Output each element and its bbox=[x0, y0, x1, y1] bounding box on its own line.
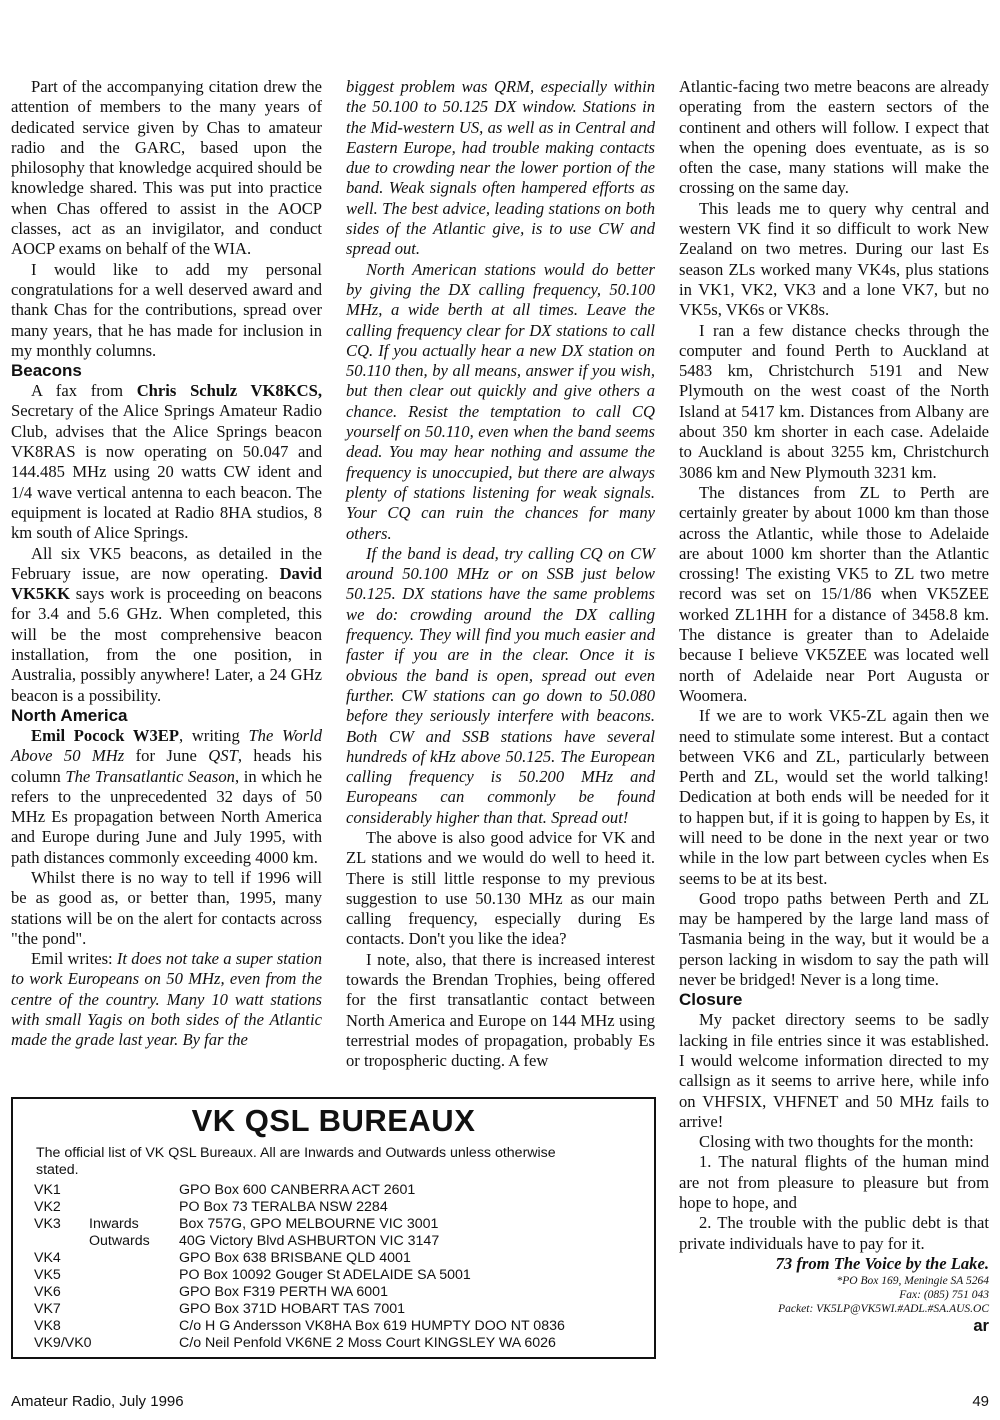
column-2 bbox=[346, 77, 655, 1072]
qsl-box-intro: The official list of VK QSL Bureaux. All are Inwards and Outwards unless otherwise stated. bbox=[36, 1145, 556, 1178]
text-run: , writing bbox=[178, 725, 249, 745]
paragraph: I ran a few distance checks through the computer and found Perth to Auckland at 5483 km, Christchurch 5191 and New Plymouth on the west coast of the North Island at 5417 km. Distances from Albany are about 350 km shorter in each case. Adelaide to Auckland is about 3255 km, Christchurch 3086 km and New Plymouth 3231 km. bbox=[679, 320, 989, 482]
paragraph bbox=[11, 544, 322, 706]
qsl-box-title: VK QSL BUREAUX bbox=[191, 1103, 476, 1138]
paragraph: I note, also, that there is increased interest towards the Brendan Trophies, being offered for the first transatlantic contact between North America and Europe on 144 MHz using terrestrial modes of propagation, probably Es or tropospheric ducting. A few bbox=[346, 949, 655, 1071]
italic-title: The World Above 50 MHz bbox=[11, 725, 322, 766]
qsl-callsign: VK4 bbox=[34, 1250, 61, 1266]
paragraph: Whilst there is no way to tell if 1996 will be as good as, or better than, 1995, many stations will be on the alert for contacts across "the pond". bbox=[11, 867, 322, 948]
paragraph: Good tropo paths between Perth and ZL may be hampered by the large land mass of Tasmania being in the way, but it would be a person lacking in wisdom to say the path will never be bridged! Never is a long time. bbox=[679, 888, 989, 990]
footer-publication: Amateur Radio, July 1996 bbox=[11, 1393, 184, 1410]
paragraph: The distances from ZL to Perth are certainly greater by about 1000 km than those across the Atlantic, while those to Adelaide are about 1000 km shorter than the Atlantic crossing! The existing VK5 to ZL two metre record was set on 15/1/86 when VK5ZEE worked ZL1HH for a distance of 3458.8 km. The distance is greater than to Adelaide because I believe VK5ZEE was located well north of Adelaide near Port Augusta or Woomera. bbox=[679, 482, 989, 705]
end-mark: ar bbox=[973, 1316, 989, 1336]
qsl-callsign: VK2 bbox=[34, 1199, 61, 1215]
page-number: 49 bbox=[972, 1393, 989, 1410]
paragraph: This leads me to query why central and western VK find it so difficult to work New Zealand on two metres. During our last Es season ZLs worked many VK4s, plus stations in VK1, VK2, VK3 and a lone VK7, but no VK5s, VK6s or VK8s. bbox=[679, 198, 989, 320]
qsl-bureaux-box bbox=[11, 1097, 656, 1359]
italic-quote: It does not take a super station to work Europeans on 50 MHz, even from the centre of the country. Many 10 watt stations with small Yagis on both sides of the Atlantic made the grade last year. By far the bbox=[11, 949, 322, 1050]
paragraph: If we are to work VK5-ZL again then we need to stimulate some interest. But a contact between VK6 and ZL, particularly between Perth and ZL, would set the world talking! Dedication at both ends will be needed for it to happen but, if it is going to happen by Es, it will need to be done in the next year or two while in the low part between cycles when Es seems to be at its best. bbox=[679, 706, 989, 888]
text-run: A fax from bbox=[31, 381, 137, 401]
italic-quote: North American stations would do better by giving the DX calling frequency, 50.100 MHz, a wide berth at all times. Leave the calling frequency clear for DX stations to call CQ. If you actually hear a new DX station on 50.110 then, by all means, answer if you wish, but then clear out quickly and give others a chance. Resist the temptation to call CQ yourself on 50.110, even when the band seems dead. You may hear nothing and assume the frequency is unoccupied, but there are always plenty of stations listening for weak signals. Your CQ can ruin the chances for many others. bbox=[346, 259, 655, 543]
qsl-callsign: VK1 bbox=[34, 1182, 61, 1198]
italic-quote: If the band is dead, try calling CQ on CW around 50.100 MHz or on SSB just below 50.125. DX stations have the same problems we do: crowding around the DX calling frequency. They will find you much easier and faster if you are in the clear. Once it is obvious the band is open, spread out even further. CW stations can go down to 50.080 before they seriously interfere with beacons. Both CW and SSB stations have several hundreds of kHz above 50.125. The European calling frequency is 50.200 MHz and Europeans can commonly be found considerably higher than that. Spread out! bbox=[346, 543, 655, 827]
qsl-callsign: VK3 bbox=[34, 1216, 61, 1232]
signature: 73 from The Voice by the Lake. bbox=[775, 1253, 989, 1273]
qsl-callsign: VK6 bbox=[34, 1284, 61, 1300]
paragraph: Part of the accompanying citation drew the attention of members to the many years of dedicated service given by Chas to amateur radio and the GARC, based upon the philosophy that knowledge acquired should be knowledge shared. This was put into practice when Chas offered to assist in the AOCP classes, act as an invigilator, and conduct AOCP exams on behalf of the WIA. bbox=[11, 77, 322, 259]
author-address: *PO Box 169, Meningie SA 5264 bbox=[836, 1275, 989, 1288]
qsl-address: GPO Box 371D HOBART TAS 7001 bbox=[179, 1301, 406, 1317]
bold-callsign: Chris Schulz VK8KCS, bbox=[136, 381, 322, 401]
qsl-callsign: VK5 bbox=[34, 1267, 61, 1283]
qsl-callsign: VK8 bbox=[34, 1318, 61, 1334]
bold-callsign: Emil Pocock W3EP bbox=[31, 725, 179, 745]
author-packet: Packet: VK5LP@VK5WI.#ADL.#SA.AUS.OC bbox=[778, 1303, 989, 1316]
text-run: Secretary of the Alice Springs Amateur Radio Club, advises that the Alice Springs beacon VK8RAS is now operating on 50.047 and 144.485 MHz using 20 watts CW ident and 1/4 wave vertical antenna to each beacon. The equipment is located at Radio 8HA studios, 8 km south of Alice Springs. bbox=[11, 401, 322, 543]
qsl-address: GPO Box F319 PERTH WA 6001 bbox=[179, 1284, 388, 1300]
italic-quote: biggest problem was QRM, especially within the 50.100 to 50.125 DX window. Stations in the Mid-western US, as well as in Central and Eastern Europe, had trouble making contacts due to crowding near the lower portion of the band. Weak signals often hampered efforts as well. The best advice, leading stations on both sides of the Atlantic give, is to use CW and spread out. bbox=[346, 77, 655, 259]
author-fax: Fax: (085) 751 043 bbox=[899, 1289, 989, 1302]
qsl-address: C/o Neil Penfold VK6NE 2 Moss Court KINGSLEY WA 6026 bbox=[179, 1335, 556, 1351]
qsl-address: PO Box 10092 Gouger St ADELAIDE SA 5001 bbox=[179, 1267, 471, 1283]
bold-callsign: David VK5KK bbox=[11, 563, 322, 604]
qsl-address: PO Box 73 TERALBA NSW 2284 bbox=[179, 1199, 388, 1215]
paragraph: The above is also good advice for VK and ZL stations and we would do well to heed it. There is still little response to my previous suggestion to use 50.130 MHz as our main calling frequency, especially during Es contacts. Don't you like the idea? bbox=[346, 827, 655, 949]
italic-title: QST bbox=[208, 746, 238, 766]
qsl-address: GPO Box 638 BRISBANE QLD 4001 bbox=[179, 1250, 411, 1266]
section-heading-closure: Closure bbox=[679, 990, 743, 1010]
paragraph bbox=[11, 949, 322, 1050]
paragraph: 2. The trouble with the public debt is that private individuals have to pay for it. bbox=[679, 1213, 989, 1253]
paragraph bbox=[11, 726, 322, 868]
paragraph: My packet directory seems to be sadly lacking in file entries since it was established. I would welcome information directed to my callsign as it seems to arrive here, while info on VHFSIX, VHFNET and 50 MHz fails to arrive! bbox=[679, 1010, 989, 1131]
qsl-address: GPO Box 600 CANBERRA ACT 2601 bbox=[179, 1182, 416, 1198]
italic-title: The Transatlantic Season bbox=[65, 766, 235, 786]
text-run: All six VK5 beacons, as detailed in the February issue, are now operating. bbox=[11, 543, 322, 583]
qsl-direction: Outwards bbox=[89, 1233, 150, 1249]
qsl-address: Box 757G, GPO MELBOURNE VIC 3001 bbox=[179, 1216, 439, 1232]
text-run: , in which he refers to the unprecedented 32 days of 50 MHz Es propagation between North America and Europe during June and July 1995, with path distances commonly exceeding 4000 km. bbox=[11, 766, 323, 867]
paragraph: Atlantic-facing two metre beacons are already operating from the eastern sectors of the continent and others will follow. I expect that when the opening does eventuate, as is so often the case, many stations will make the crossing on the same day. bbox=[679, 77, 989, 198]
column-1 bbox=[11, 77, 322, 1051]
qsl-address: C/o H G Andersson VK8HA Box 619 HUMPTY DOO NT 0836 bbox=[179, 1318, 565, 1334]
paragraph: I would like to add my personal congratulations for a well deserved award and thank Chas for the contributions, spread over many years, that he has made for inclusion in my monthly columns. bbox=[11, 259, 322, 360]
paragraph: Closing with two thoughts for the month: bbox=[699, 1132, 974, 1152]
text-run: Emil writes: bbox=[31, 949, 117, 969]
section-heading-beacons: Beacons bbox=[11, 361, 82, 381]
qsl-callsign: VK9/VK0 bbox=[34, 1335, 92, 1351]
qsl-direction: Inwards bbox=[89, 1216, 139, 1232]
section-heading-north-america: North America bbox=[11, 705, 128, 725]
qsl-address: 40G Victory Blvd ASHBURTON VIC 3147 bbox=[179, 1233, 440, 1249]
text-run: for June bbox=[124, 746, 209, 766]
text-run: , heads his column bbox=[11, 746, 322, 786]
text-run: says work is proceeding on beacons for 3.4 and 5.6 GHz. When completed, this will be the most comprehensive beacon installation, from the one position, in Australia, possibly anywhere! Later, a 24 GHz beacon is a possibility. bbox=[11, 584, 322, 705]
paragraph: 1. The natural flights of the human mind are not from pleasure to pleasure but from hope to hope, and bbox=[679, 1152, 989, 1213]
paragraph bbox=[11, 381, 322, 543]
qsl-callsign: VK7 bbox=[34, 1301, 61, 1317]
column-3 bbox=[679, 77, 989, 1337]
